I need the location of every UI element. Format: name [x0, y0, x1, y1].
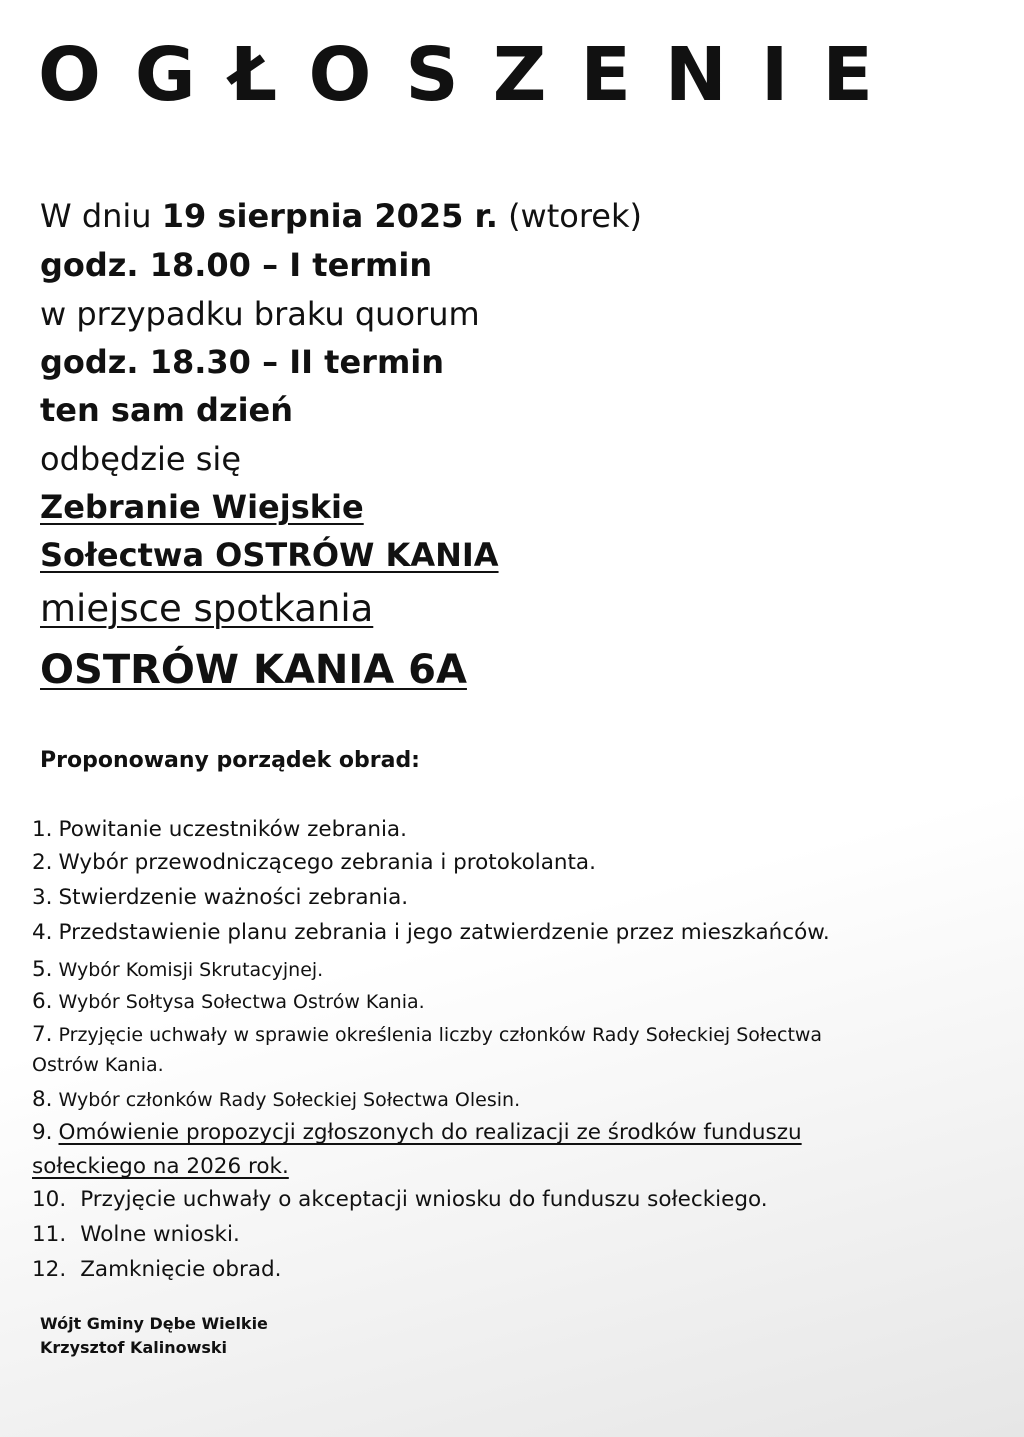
agenda-item-continuation: sołeckiego na 2026 rok.	[32, 1154, 289, 1179]
announcement-title: OGŁOSZENIE	[38, 32, 907, 118]
agenda-item-continuation: Ostrów Kania.	[32, 1054, 164, 1076]
signature-name: Krzysztof Kalinowski	[40, 1338, 228, 1357]
agenda-item-text: Wybór członków Rady Sołeckiej Sołectwa Olesin.	[58, 1089, 521, 1111]
agenda-item	[32, 989, 425, 1015]
agenda-item-text: Wybór przewodniczącego zebrania i protokolanta.	[58, 850, 596, 875]
date-line	[40, 198, 642, 235]
signature-title: Wójt Gminy Dębe Wielkie	[40, 1314, 268, 1333]
first-term: godz. 18.00 – I termin	[40, 246, 433, 284]
agenda-item-number: 4.	[32, 920, 53, 945]
agenda-item-number: 12.	[32, 1257, 67, 1282]
agenda-item	[32, 1120, 802, 1146]
agenda-item	[32, 850, 596, 876]
agenda-item	[32, 957, 323, 983]
agenda-item	[32, 817, 407, 843]
agenda-item	[32, 1187, 768, 1213]
date-prefix: W dniu	[40, 197, 162, 235]
place-label: miejsce spotkania	[40, 587, 374, 630]
agenda-item	[32, 1087, 520, 1113]
quorum-note: w przypadku braku quorum	[40, 295, 480, 333]
agenda-item-number: 6.	[32, 989, 53, 1014]
agenda-item	[32, 1222, 240, 1248]
agenda-item-text: Wybór Sołtysa Sołectwa Ostrów Kania.	[58, 991, 425, 1013]
agenda-item-text: Omówienie propozycji zgłoszonych do realizacji ze środków funduszu	[58, 1120, 802, 1145]
agenda-item-number: 3.	[32, 885, 53, 910]
second-term: godz. 18.30 – II termin	[40, 343, 445, 381]
will-take-place: odbędzie się	[40, 440, 241, 478]
agenda-item-text: Przedstawienie planu zebrania i jego zatwierdzenie przez mieszkańców.	[58, 920, 830, 945]
agenda-item-number: 11.	[32, 1222, 67, 1247]
weekday: (wtorek)	[497, 197, 642, 235]
meeting-name-line1: Zebranie Wiejskie	[40, 488, 364, 526]
agenda-item	[32, 1257, 281, 1283]
agenda-item-number: 7.	[32, 1022, 53, 1047]
agenda-item	[32, 885, 408, 911]
agenda-item	[32, 920, 830, 946]
agenda-item-number: 10.	[32, 1187, 67, 1212]
agenda-item-number: 9.	[32, 1120, 53, 1145]
same-day-note: ten sam dzień	[40, 391, 294, 429]
agenda-item-text: Powitanie uczestników zebrania.	[58, 817, 407, 842]
agenda-item	[32, 1022, 822, 1048]
agenda-heading: Proponowany porządek obrad:	[40, 748, 420, 773]
agenda-item-text: Zamknięcie obrad.	[80, 1257, 282, 1282]
agenda-item-text: Przyjęcie uchwały w sprawie określenia liczby członków Rady Sołeckiej Sołectwa	[58, 1024, 823, 1046]
place-address: OSTRÓW KANIA 6A	[40, 647, 467, 693]
meeting-name-line2: Sołectwa OSTRÓW KANIA	[40, 536, 499, 574]
agenda-item-number: 8.	[32, 1087, 53, 1112]
agenda-item-text: Wolne wnioski.	[80, 1222, 240, 1247]
agenda-item-number: 2.	[32, 850, 53, 875]
agenda-item-number: 1.	[32, 817, 53, 842]
agenda-item-text: Wybór Komisji Skrutacyjnej.	[58, 959, 324, 981]
agenda-item-text: Przyjęcie uchwały o akceptacji wniosku do funduszu sołeckiego.	[80, 1187, 768, 1212]
agenda-item-number: 5.	[32, 957, 53, 982]
meeting-date: 19 sierpnia 2025 r.	[161, 197, 498, 235]
agenda-item-text: Stwierdzenie ważności zebrania.	[58, 885, 409, 910]
